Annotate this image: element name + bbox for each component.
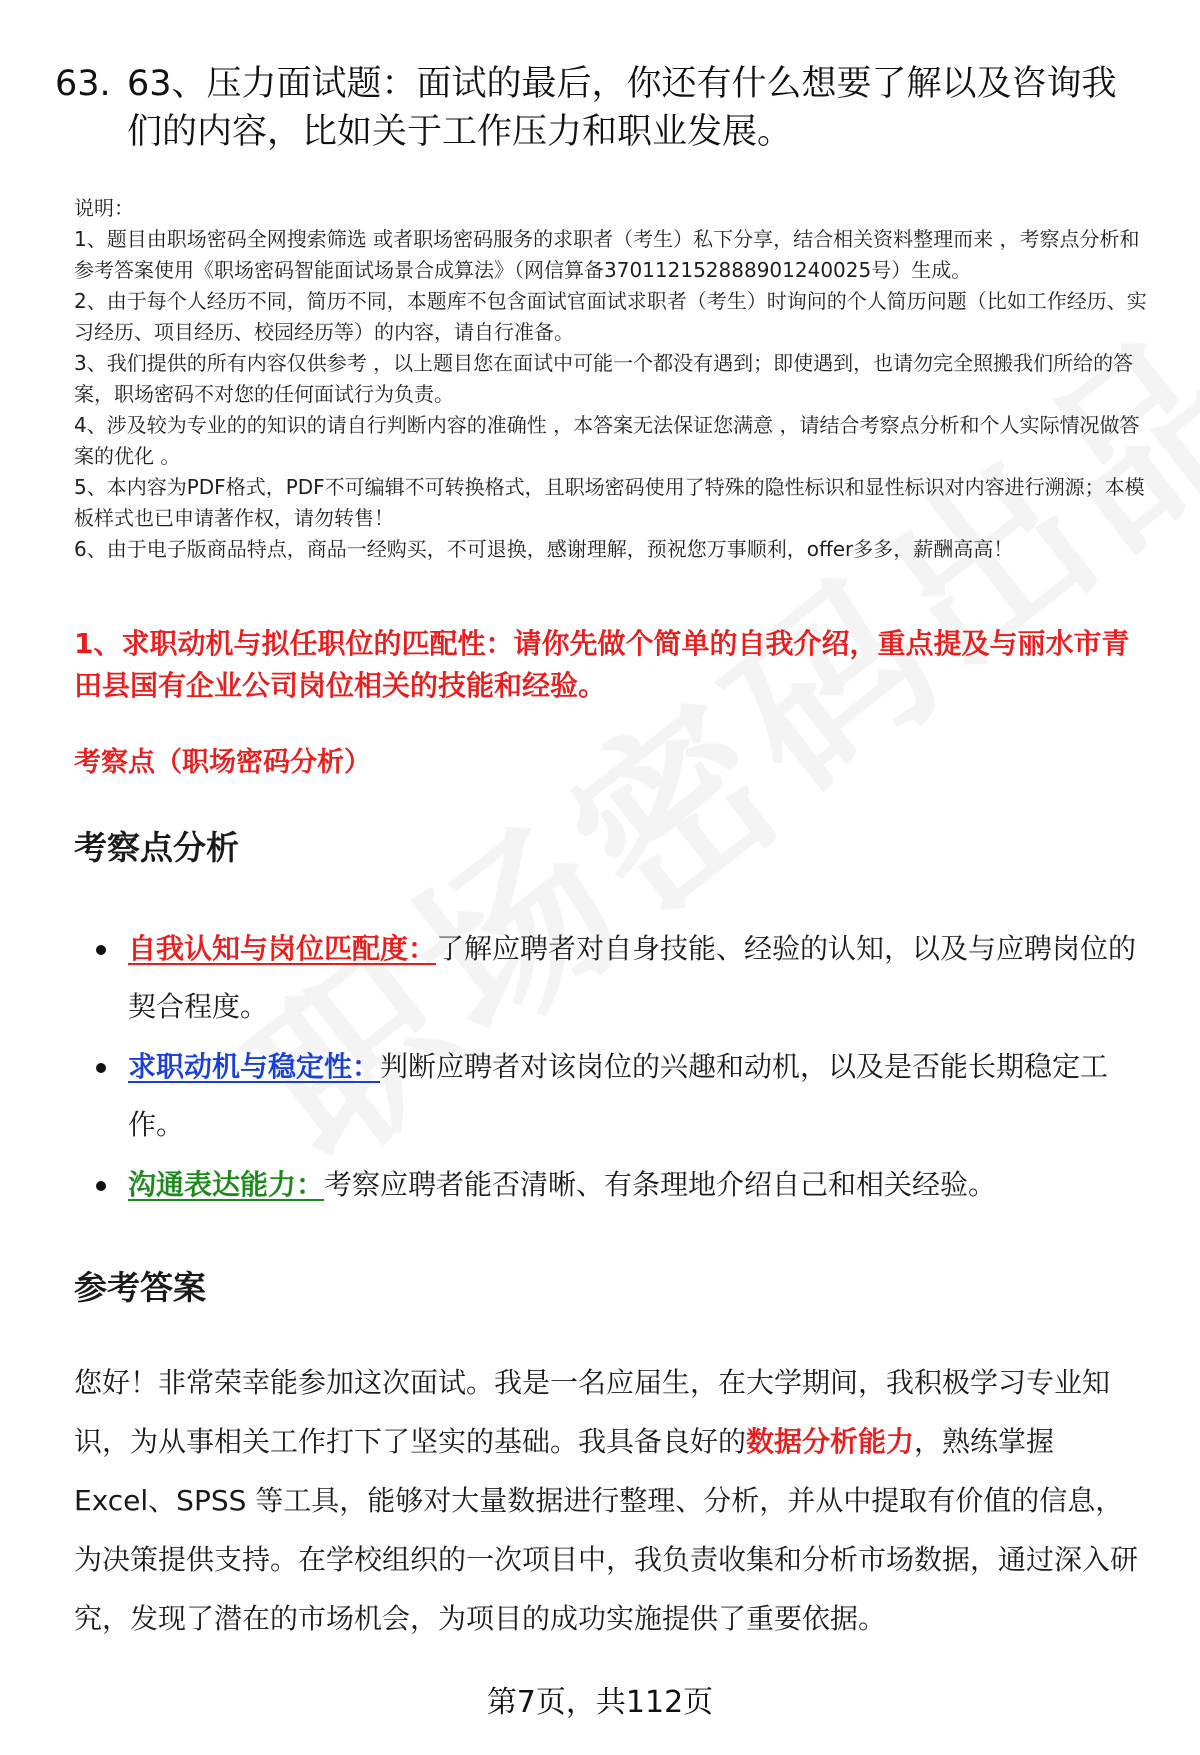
notice-item: 3、我们提供的所有内容仅供参考 ，以上题目您在面试中可能一个都没有遇到；即使遇到，也请勿完全照搬我们所给的答案，职场密码不对您的任何面试行为负责。	[74, 351, 1134, 406]
analysis-list	[90, 920, 1150, 1216]
notice-item: 2、由于每个人经历不同，简历不同，本题库不包含面试官面试求职者（考生）时询问的个人简历问题（比如工作经历、实习经历、项目经历、校园经历等）的内容，请自行准备。	[74, 289, 1147, 344]
answer-text: ，熟练掌握 Excel、SPSS 等工具，能够对大量数据进行整理、分析，并从中提取有价值的信息，为决策提供支持。在学校组织的一次项目中，我负责收集和分析市场数据，通过深入研究，发现了潜在的市场机会，为项目的成功实施提供了重要依据。	[74, 1425, 1139, 1635]
analysis-bullet	[90, 1156, 1150, 1214]
notice-heading: 说明：	[74, 196, 134, 220]
answer-heading: 参考答案	[74, 1268, 206, 1307]
notice-item: 6、由于电子版商品特点，商品一经购买，不可退换，感谢理解，预祝您万事顺利，offer多多，薪酬高高！	[74, 537, 1014, 561]
bullet-dot	[96, 945, 106, 955]
notice-item: 1、题目由职场密码全网搜索筛选 或者职场密码服务的求职者（考生）私下分享，结合相关资料整理而来 ，考察点分析和参考答案使用《职场密码智能面试场景合成算法》（网信算备370112152888901240025号）生成。	[74, 227, 1140, 282]
bullet-dot	[96, 1181, 106, 1191]
question-text: 63、压力面试题：面试的最后，你还有什么想要了解以及咨询我们的内容，比如关于工作压力和职业发展。	[127, 64, 1117, 152]
sub-question: 1、求职动机与拟任职位的匹配性：请你先做个简单的自我介绍，重点提及与丽水市青田县国有企业公司岗位相关的技能和经验。	[74, 627, 1130, 702]
bullet-label: 沟通表达能力：	[128, 1168, 325, 1201]
bullet-text: 了解应聘者对自身技能、经验的认知，以及与应聘岗位的契合程度。	[128, 932, 1137, 1023]
bullet-label: 自我认知与岗位匹配度：	[128, 932, 437, 965]
notice-item: 4、涉及较为专业的的知识的请自行判断内容的准确性 ，本答案无法保证您满意 ，请结合考察点分析和个人实际情况做答案的优化 。	[74, 413, 1140, 468]
answer-text: 您好！非常荣幸能参加这次面试。我是一名应届生，在大学期间，我积极学习专业知识，为从事相关工作打下了坚实的基础。我具备良好的	[74, 1366, 1111, 1458]
bullet-text: 考察应聘者能否清晰、有条理地介绍自己和相关经验。	[324, 1168, 997, 1201]
answer-body	[74, 1353, 1149, 1648]
answer-highlight: 数据分析能力	[746, 1425, 915, 1458]
bullet-label: 求职动机与稳定性：	[128, 1050, 381, 1083]
analysis-bullet	[90, 1038, 1150, 1154]
question-number: 63.	[55, 64, 111, 104]
analysis-heading: 考察点分析	[74, 828, 239, 867]
bullet-dot	[96, 1063, 106, 1073]
bullet-text: 判断应聘者对该岗位的兴趣和动机，以及是否能长期稳定工作。	[128, 1050, 1109, 1141]
page-footer: 第7页，共112页	[486, 1685, 714, 1720]
notice-block	[74, 193, 1154, 565]
analysis-bullet	[90, 920, 1150, 1036]
notice-item: 5、本内容为PDF格式，PDF不可编辑不可转换格式，且职场密码使用了特殊的隐性标识和显性标识对内容进行溯源；本模板样式也已申请著作权，请勿转售！	[74, 475, 1145, 530]
question-title	[55, 60, 1145, 156]
kaochadian-label: 考察点（职场密码分析）	[74, 747, 371, 778]
